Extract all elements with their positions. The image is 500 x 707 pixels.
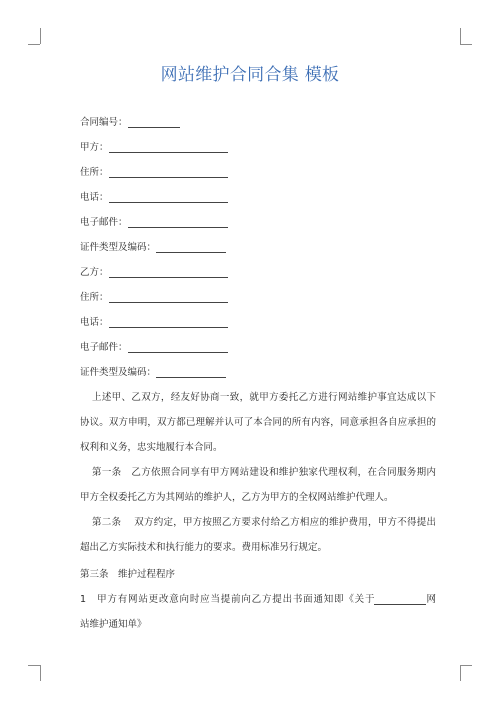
crop-mark-top-left [40,28,41,44]
fill-in-blank [109,167,228,178]
fill-in-blank [128,117,180,128]
article-3-item-1-text-end: 网 [426,594,436,605]
intro-paragraph-line: 协议。双方申明，双方都已理解并认可了本合同的所有内容，同意承担各自应承担的 [80,417,436,428]
field-party-a [80,135,436,160]
fill-in-blank [128,217,228,228]
fill-in-blank [109,142,228,153]
field-party-a-address [80,160,436,185]
field-party-b-email [80,335,436,360]
crop-mark-bottom-left [40,665,41,681]
field-label: 住所： [80,167,109,178]
fill-in-blank [109,267,228,278]
field-party-b [80,260,436,285]
fill-in-blank [109,292,228,303]
article-3-item-1-text: 1 甲方有网站更改意向时应当提前向乙方提出书面通知即《关于 [80,594,375,605]
field-label: 证件类型及编码： [80,367,157,378]
crop-mark-top-right [460,44,472,45]
field-label: 住所： [80,292,109,303]
intro-paragraph-line: 权利和义务，忠实地履行本合同。 [80,442,223,453]
field-party-b-address [80,285,436,310]
intro-paragraph-line: 上述甲、乙双方，经友好协商一致，就甲方委托乙方进行网站维护事宜达成以下 [92,392,436,403]
field-contract-number [80,110,436,135]
fill-in-blank [109,192,228,203]
article-2-line: 超出乙方实际技术和执行能力的要求。费用标准另行规定。 [80,542,328,553]
fill-in-blank [374,587,426,605]
field-party-b-id [80,360,436,385]
field-party-a-id [80,235,436,260]
crop-mark-top-left [28,44,40,45]
field-label: 电话： [80,192,109,203]
crop-mark-bottom-right [460,665,472,666]
field-label: 电子邮件： [80,217,128,228]
document-body [80,110,436,637]
crop-mark-top-right [460,28,461,44]
field-label: 证件类型及编码： [80,242,157,253]
article-3-item-1-line: 站维护通知单》 [80,619,147,630]
field-label: 甲方： [80,142,109,153]
article-3-item-1-line [80,587,436,612]
fill-in-blank [156,242,226,253]
field-label: 合同编号： [80,117,128,128]
field-party-a-email [80,210,436,235]
article-1-line: 甲方全权委托乙方为其网站的维护人，乙方为甲方的全权网站维护代理人。 [80,492,394,503]
fill-in-blank [128,342,228,353]
field-party-b-phone [80,310,436,335]
field-label: 电子邮件： [80,342,128,353]
article-1-line: 第一条 乙方依照合同享有甲方网站建设和维护独家代理权利，在合同服务期内 [92,467,436,478]
fill-in-blank [156,367,226,378]
field-party-a-phone [80,185,436,210]
crop-mark-bottom-right [460,665,461,681]
article-2-line: 第二条 双方约定，甲方按照乙方要求付给乙方相应的维护费用，甲方不得提出 [92,517,436,528]
field-label: 乙方： [80,267,109,278]
document-title: 网站维护合同合集 模板 [160,65,340,85]
crop-mark-bottom-left [28,665,40,666]
fill-in-blank [109,317,228,328]
field-label: 电话： [80,317,109,328]
article-3-heading: 第三条 维护过程程序 [80,569,176,580]
